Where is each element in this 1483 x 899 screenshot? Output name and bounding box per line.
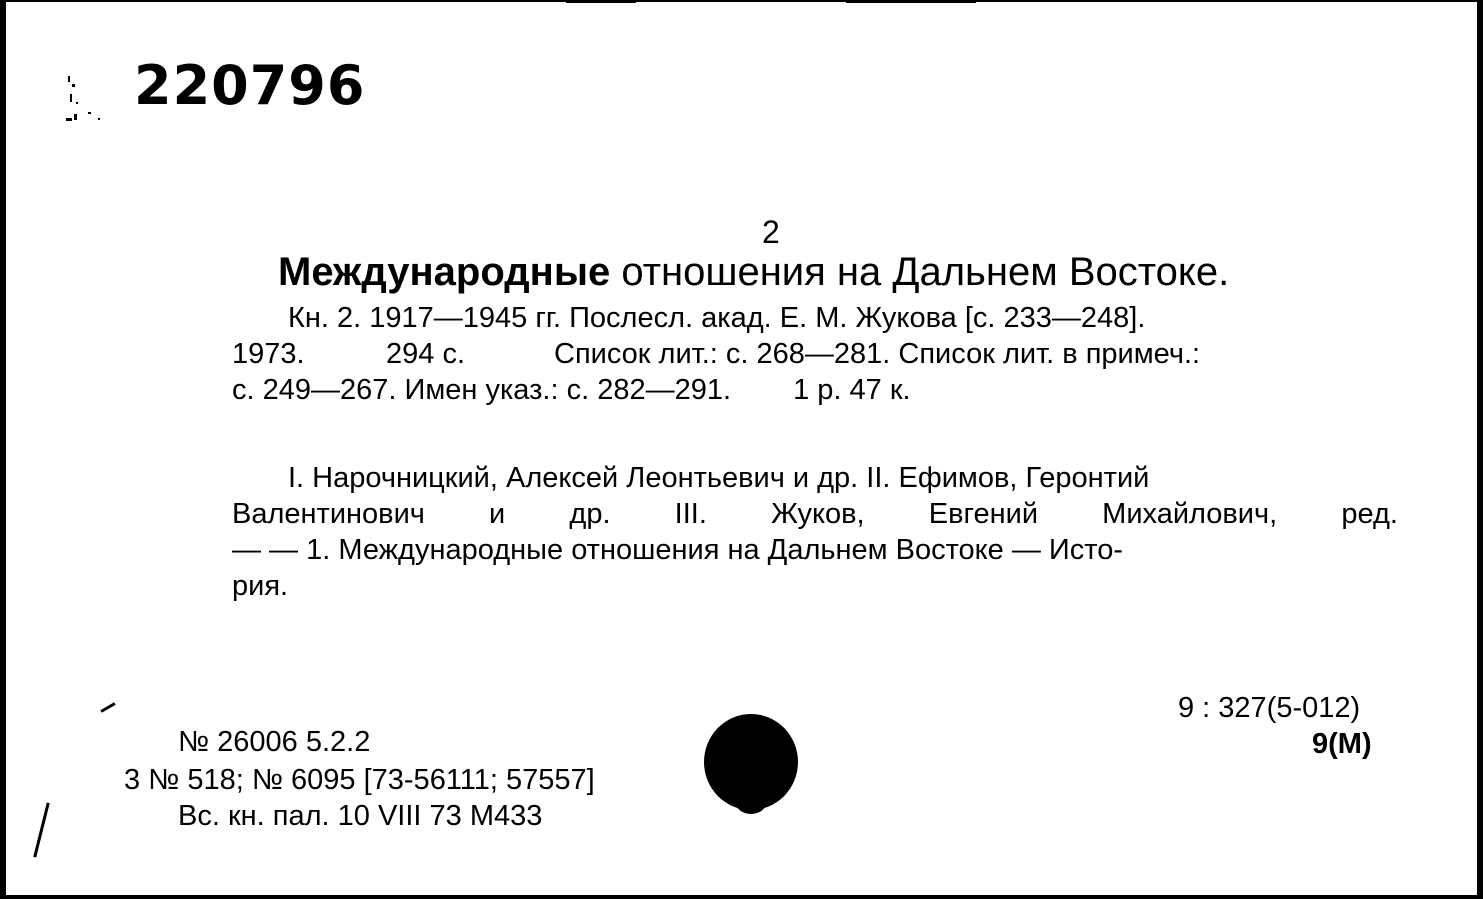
bibliography-note: Список лит.: с. 268—281. Список лит. в примеч.: [554, 338, 1201, 370]
authors-line-4: рия. [232, 570, 289, 602]
description-line-3 [232, 374, 911, 407]
classification-code: 9 : 327(5-012) [1178, 692, 1361, 724]
author-word: Евгений [928, 498, 1039, 530]
year: 1973. [232, 338, 305, 370]
authors-line-1: I. Нарочницкий, Алексей Леонтьевич и др. II. Ефимов, Геронтий [288, 462, 1150, 494]
footer-line-2: 3 № 518; № 6095 [73-56111; 57557] [124, 764, 595, 796]
description-line-1: Кн. 2. 1917—1945 гг. Послесл. акад. Е. М. Жукова [с. 233—248]. [288, 302, 1146, 334]
pen-stroke [33, 802, 49, 857]
footer-line-1: № 26006 5.2.2 [178, 726, 371, 758]
tick-mark [100, 702, 115, 713]
authors-line-2 [232, 498, 1398, 531]
inventory-number: 220796 [134, 54, 366, 117]
author-word: Жуков, [771, 498, 865, 530]
index-note: с. 249—267. Имен указ.: с. 282—291. [232, 374, 732, 406]
ink-blot-tail [736, 792, 766, 814]
description-line-2 [232, 338, 1398, 371]
title-rest: отношения на Дальнем Востоке. [621, 250, 1230, 294]
author-word: и [489, 498, 506, 530]
title-bold-part: Международные [278, 250, 611, 294]
author-word: Михайлович, [1102, 498, 1278, 530]
shelf-code: 9(M) [1312, 728, 1372, 760]
speckle-marks [58, 74, 108, 134]
volume-number: 2 [762, 214, 780, 250]
authors-line-3: — — 1. Международные отношения на Дальнем Востоке — Исто- [232, 534, 1124, 566]
price: 1 р. 47 к. [793, 374, 911, 406]
author-word: III. [674, 498, 707, 530]
top-smudge [846, 0, 976, 3]
footer-line-3: Вс. кн. пал. 10 VIII 73 М433 [178, 800, 543, 832]
top-smudge [566, 0, 636, 3]
author-word: ред. [1341, 498, 1398, 530]
page-count: 294 с. [386, 338, 465, 370]
author-word: др. [569, 498, 611, 530]
book-title [278, 250, 1229, 295]
author-word: Валентинович [232, 498, 425, 530]
